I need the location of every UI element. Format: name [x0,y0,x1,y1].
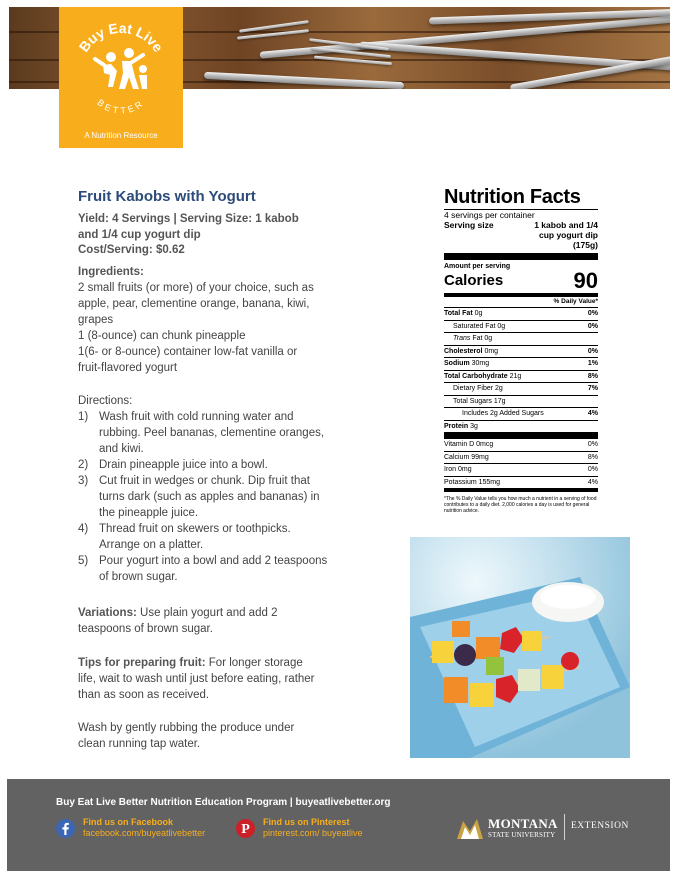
nutrient-row [444,345,598,358]
nutrient-amount: 0g [495,322,506,330]
ingredients-section [78,264,323,376]
wash-paragraph: Wash by gently rubbing the produce under clean running tap water. [78,722,295,750]
nutrient-label: Saturated Fat [453,322,496,330]
nutrition-facts-panel [444,185,598,514]
vitamin-row [444,476,598,489]
nutrient-label: Cholesterol [444,347,483,355]
nutrient-daily-value: 0% [587,322,598,330]
direction-step [78,473,328,521]
cost-per-serving: Cost/Serving: $0.62 [78,244,185,256]
nutrient-row [444,320,598,333]
amount-per-serving: Amount per serving [444,263,511,270]
nutrient-row [444,407,598,420]
ingredient-item: 1 (8-ounce) can chunk pineapple [78,330,246,342]
direction-step [78,457,328,473]
nutrient-label: Sodium [444,360,470,367]
servings-per-container: 4 servings per container [444,210,535,220]
msu-extension-logo [455,813,635,845]
nutrient-row [444,395,598,408]
nutrient-amount: 30mg [469,360,490,367]
nutrient-daily-value: 0% [587,347,598,355]
nutrient-daily-value: 8% [587,372,598,380]
variations-paragraph [78,605,323,637]
vitamin-label: Vitamin D 0mcg [444,441,494,448]
vitamin-label: Calcium 99mg [444,453,489,461]
serving-size-label: Serving size [444,220,494,230]
facebook-icon [56,819,75,838]
directions-list [78,409,328,585]
svg-text:BETTER: BETTER [95,97,147,116]
nutrient-amount: 3g [468,422,478,430]
fruit-kabob-illustration [410,537,630,758]
nutrient-row [444,420,598,433]
pinterest-icon [236,819,255,838]
nutrient-row [444,370,598,383]
vitamin-label: Potassium 155mg [444,478,501,486]
nutrient-daily-value: 0% [587,310,598,317]
yield-line-1: Yield: 4 Servings | Serving Size: 1 kabob [78,213,299,225]
facebook-url: facebook.com/buyeatlivebetter [83,828,206,838]
ingredient-item: 2 small fruits (or more) of your choice, such as apple, pear, clementine orange, banana, kiwi, grapes [78,282,314,326]
step-number: 2) [78,459,89,471]
nutrition-footnote: *The % Daily Value tells you how much a nutrient in a serving of food contributes to a daily diet. 2,000 calories a day is used for general nutrition advice. [444,496,597,514]
vitamin-daily-value: 0% [587,441,598,448]
vitamin-daily-value: 4% [587,478,598,486]
nutrient-daily-value: 4% [587,410,598,417]
msu-name: MONTANA [488,816,558,831]
nutrient-daily-value: 7% [587,385,598,392]
step-number: 1) [78,411,89,423]
footer [7,779,670,871]
vitamin-row [444,439,598,451]
yield-line-2: and 1/4 cup yogurt dip [78,229,201,241]
direction-step [78,409,328,457]
msu-extension-label: EXTENSION [571,821,629,831]
nutrient-amount: 17g [491,397,506,405]
brand-logo [59,7,183,148]
serving-size-row [444,220,598,250]
nutrient-label: Trans [453,335,471,342]
nutrient-label: Dietary Fiber [453,385,494,392]
vitamin-daily-value: 8% [587,453,598,461]
vitamin-rows [444,439,598,488]
logo-tagline: A Nutrition Resource [84,131,158,140]
calories-label: Calories [444,272,504,289]
variations-text: Use plain yogurt and add 2 teaspoons of brown sugar. [78,607,278,635]
step-text: Cut fruit in wedges or chunk. Dip fruit that turns dark (such as apples and bananas) in the pineapple juice. [99,475,320,519]
nutrient-amount: Fat 0g [470,335,493,342]
nutrient-amount: 0mg [482,347,499,355]
svg-text:Buy Eat Live: Buy Eat Live [75,19,167,55]
divider [564,814,565,840]
directions-heading: Directions: [78,395,133,407]
step-number: 3) [78,475,89,487]
nutrient-row [444,357,598,370]
tips-text: For longer storage life, wait to wash until just before eating, rather than as soon as received. [78,657,315,701]
recipe-title: Fruit Kabobs with Yogurt [78,188,256,205]
vitamin-daily-value: 0% [587,466,598,473]
msu-mountain-icon [455,813,485,841]
nutrition-title: Nutrition Facts [444,186,581,208]
fruit-kabob-photo [410,537,630,758]
calories-value: 90 [573,268,598,293]
ingredient-item: 1(6- or 8-ounce) container low-fat vanilla or fruit-flavored yogurt [78,346,298,374]
nutrient-label: Includes 2g Added Sugars [462,410,544,417]
step-text: Thread fruit on skewers or toothpicks. Arrange on a platter. [99,523,291,551]
msu-subtitle: STATE UNIVERSITY [488,831,556,839]
variations-label: Variations: [78,607,137,619]
nutrient-row [444,332,598,345]
pinterest-label: Find us on Pinterest [263,817,350,827]
nutrient-label: Protein [444,422,469,430]
pinterest-url: pinterest.com/ buyeatlive [263,828,363,838]
ingredients-heading: Ingredients: [78,266,144,278]
step-text: Drain pineapple juice into a bowl. [99,459,268,471]
serving-size-value: 1 kabob and 1/4 cup yogurt dip (175g) [534,220,598,250]
logo-emblem-icon [59,7,183,131]
nutrient-row [444,307,598,320]
calories-row [444,268,598,293]
step-number: 5) [78,555,89,567]
nutrient-label: Total Fat [444,310,473,317]
facebook-label: Find us on Facebook [83,817,174,827]
direction-step [78,553,328,585]
daily-value-header: % Daily Value* [553,298,598,305]
yield-info [78,211,338,243]
direction-step [78,521,328,553]
step-text: Wash fruit with cold running water and rubbing. Peel bananas, clementine oranges, and kiwi. [99,411,325,455]
nutrient-label: Total Carbohydrate [444,372,508,380]
nutrient-daily-value: 1% [587,360,598,367]
tips-paragraph [78,655,323,703]
program-line: Buy Eat Live Better Nutrition Education Program | buyeatlivebetter.org [56,797,391,808]
nutrient-row [444,382,598,395]
nutrient-rows [444,307,598,432]
nutrient-label: Total Sugars [453,397,492,405]
vitamin-row [444,463,598,476]
nutrient-amount: 2g [493,385,503,392]
vitamin-row [444,451,598,464]
step-text: Pour yogurt into a bowl and add 2 teaspoons of brown sugar. [99,555,328,583]
nutrient-amount: 0g [472,310,483,317]
svg-text:P: P [241,822,250,837]
tips-label: Tips for preparing fruit: [78,657,206,669]
step-number: 4) [78,523,89,535]
nutrient-amount: 21g [507,372,522,380]
vitamin-label: Iron 0mg [444,466,472,473]
